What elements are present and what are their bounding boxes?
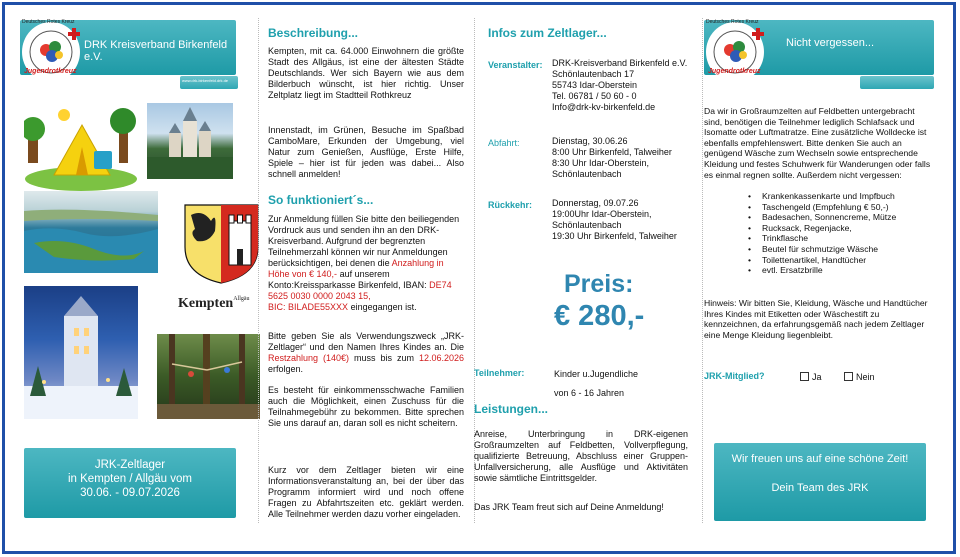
payment-text-c: erfolgen. (268, 364, 304, 374)
rueckkehr-block (552, 198, 696, 242)
panel-checklist (704, 18, 940, 523)
para-activities: Innenstadt, im Grünen, Besuche im Spaßbad CamboMare, Erkunden der Umgebung, viel Natur zum Genießen, Ausflüge, Erste Hilfe, Spiele – hier ist für jeden was dabei... Also schnell anmelden! (268, 125, 464, 179)
label-teilnehmer: Teilnehmer: (474, 368, 525, 378)
bic-value: BIC: BILADE55XXX (268, 302, 349, 312)
cover-footer-line1: JRK-Zeltlager (94, 459, 166, 471)
label-rueckkehr: Rückkehr: (488, 200, 533, 210)
cover-title: DRK Kreisverband Birkenfeld e.V. (84, 39, 228, 63)
rueckkehr-line: Schönlautenbach (552, 220, 622, 230)
list-item: • Krankenkassenkarte und Impfbuch (748, 191, 928, 202)
payment-text-a: Bitte geben Sie als Verwendungszweck „JRK-Zeltlager“ und den Namen Ihres Kindes an. Die (268, 331, 464, 352)
hinweis-text: Hinweis: Wir bitten Sie, Kleidung, Wäsche und Handtücher Ihres Kindes mit Etiketten oder Wäschestift zu kennzeichnen, da erfahrungsgemäß nach jedem Zeltlager eine Menge Kleidung liegenbleibt. (704, 298, 928, 340)
iban-value: DE74 5625 0030 0000 2043 15, (268, 280, 452, 301)
abfahrt-line: Schönlautenbach (552, 169, 622, 179)
jrk-logo-subtext: Jugendrotkreuz (24, 68, 77, 75)
leistungen-text: Anreise, Unterbringung in DRK-eigenen Großraumzelten auf Feldbetten, Vollverpflegung, qualifizierte Betreuung, Abschluss einer Gruppen-Unfallversicherung, alle Ausflüge und Aktivitäten sowie sämtliche Eintrittsgelder. (474, 429, 688, 483)
checklist-footer-line1: Wir freuen uns auf eine schöne Zeit! (731, 453, 909, 465)
price-label: Preis: (564, 270, 634, 298)
mitglied-label: JRK-Mitglied? (704, 371, 765, 381)
castle-photo (147, 103, 233, 179)
abfahrt-line: 8:30 Uhr Idar-Oberstein, (552, 158, 650, 168)
list-item-continued: • Trinkflasche (748, 233, 928, 244)
para-registration (268, 214, 464, 313)
option-ja[interactable] (800, 372, 822, 383)
cover-website: www.drk-birkenfeld.drk.de (182, 78, 229, 83)
veranstalter-line: 55743 Idar-Oberstein (552, 80, 638, 90)
list-item: • evtl. Ersatzbrille (748, 265, 928, 276)
teilnehmer-line2: von 6 - 16 Jahren (554, 388, 625, 398)
heading-infos: Infos zum Zeltlager... (488, 26, 607, 40)
registration-text-b: auf unserem Konto:Kreissparkasse Birkenfeld, IBAN: (268, 269, 427, 290)
para-info-event: Kurz vor dem Zeltlager bieten wir eine Informationsveranstaltung an, bei der über das Programm informiert wird und noch offene Fragen zu Abfahrtszeiten etc. geklärt werden. Alle Teilnehmer werden dazu vorher eingeladen. (268, 465, 464, 519)
veranstalter-email: Info@drk-kv-birkenfeld.de (552, 102, 656, 112)
list-item: • Toilettenartikel, Handtücher (748, 255, 928, 266)
veranstalter-block (552, 58, 696, 113)
list-item: • Rucksack, Regenjacke, (748, 223, 928, 234)
registration-text-a: Zur Anmeldung füllen Sie bitte den beiliegenden Vordruck aus und senden ihn an den DRK-Kreisverband. Aufgrund der begrenzten Teilnehmerzahl können wir nur Anmeldungen berücksichtigen, bei denen die (268, 214, 460, 268)
forest-climbing-photo (157, 334, 260, 419)
abfahrt-line: Dienstag, 30.06.26 (552, 136, 628, 146)
deposit-amount: Anzahlung in Höhe von € 140,- (268, 258, 444, 279)
drk-logo-text-right: Deutsches Rotes Kreuz (706, 19, 759, 25)
checklist-intro: Da wir in Großraumzelten auf Feldbetten untergebracht sind, benötigen die Teilnehmer lediglich Schlafsack und Isomatte oder Luftmatratze. Eine zusätzliche Wolldecke ist ebenfalls empfehlenswert. Bitte denken Sie auch an genügend Wäsche zum Wechseln sowie entsprechende Kleidung und festes Schuhwerk für Wanderungen oder falls es einmal regnen sollte. Außerdem nicht vergessen: (704, 106, 931, 180)
kempten-coat-of-arms (183, 203, 260, 285)
option-nein[interactable] (844, 372, 875, 383)
heading-leistungen: Leistungen... (474, 402, 549, 416)
list-item: • Badesachen, Sonnencreme, Mütze (748, 212, 928, 223)
closing-text: Das JRK Team freut sich auf Deine Anmeldung! (474, 502, 664, 512)
christmas-market-photo (24, 286, 138, 419)
rueckkehr-line: 19:30 Uhr Birkenfeld, Talweiher (552, 231, 677, 241)
teilnehmer-line1: Kinder u.Jugendliche (554, 369, 639, 379)
abfahrt-block (552, 136, 696, 180)
lake-aerial-photo (24, 191, 158, 273)
checkbox-nein[interactable] (844, 372, 853, 381)
divider-3 (702, 18, 703, 523)
payment-deadline: 12.06.2026 (418, 353, 464, 363)
list-item: • Taschengeld (Empfehlung € 50,-) (748, 202, 928, 213)
veranstalter-line: Schönlautenbach 17 (552, 69, 635, 79)
remaining-payment: Restzahlung (140€) (268, 353, 350, 363)
checklist-sub-bar (860, 76, 934, 89)
payment-text-b: muss bis zum (354, 353, 414, 363)
veranstalter-line: DRK-Kreisverband Birkenfeld e.V. (552, 58, 688, 68)
jrk-logo-subtext-right: Jugendrotkreuz (708, 68, 761, 75)
packing-list (748, 191, 928, 276)
cover-footer-line3: 30.06. - 09.07.2026 (80, 487, 180, 499)
kempten-logo-word: Kempten (178, 296, 234, 311)
option-ja-label: Ja (812, 372, 822, 382)
heading-beschreibung: Beschreibung... (268, 26, 359, 40)
panel-cover (20, 18, 250, 523)
registration-text-c: eingegangen ist. (350, 302, 417, 312)
para-payment (268, 331, 464, 375)
panel-infos (474, 24, 696, 529)
tent-illustration (24, 103, 138, 191)
price-value: € 280,- (554, 300, 645, 332)
rueckkehr-line: 19:00Uhr Idar-Oberstein, (552, 209, 652, 219)
para-intro: Kempten, mit ca. 64.000 Einwohnern die größte Stadt des Allgäus, ist eine der ältesten Städte Deutschlands. Wer sich Bayern wie aus dem Bilderbuch wünscht, ist hier richtig. Unser Zeltplatz liegt im Stadtteil Rothkreuz (268, 46, 464, 100)
list-item: • Beutel für schmutzige Wäsche (748, 244, 928, 255)
rueckkehr-line: Donnerstag, 09.07.26 (552, 198, 639, 208)
drk-logo-text: Deutsches Rotes Kreuz (22, 19, 75, 25)
divider-1 (258, 18, 259, 523)
kempten-logo-sub: Allgäu (233, 296, 250, 302)
panel-description (268, 24, 466, 529)
para-subsidy: Es besteht für einkommensschwache Familien auch die Möglichkeit, einen Zuschuss für die Teilnahmegebühr zu bekommen. Bitte sprechen Sie uns darauf an, daran soll es nicht scheitern. (268, 385, 464, 428)
veranstalter-line: Tel. 06781 / 50 60 - 0 (552, 91, 637, 101)
cover-footer-text (24, 458, 236, 500)
heading-funktion: So funktioniert´s... (268, 193, 374, 207)
abfahrt-line: 8:00 Uhr Birkenfeld, Talweiher (552, 147, 672, 157)
kempten-logo-text (178, 296, 250, 312)
checkbox-ja[interactable] (800, 372, 809, 381)
option-nein-label: Nein (856, 372, 875, 382)
cover-footer-line2: in Kempten / Allgäu vom (67, 473, 192, 485)
label-abfahrt: Abfahrt: (488, 138, 520, 148)
label-veranstalter: Veranstalter: (488, 60, 543, 70)
checklist-footer-line2: Dein Team des JRK (771, 482, 869, 494)
checklist-title: Nicht vergessen... (786, 37, 875, 49)
